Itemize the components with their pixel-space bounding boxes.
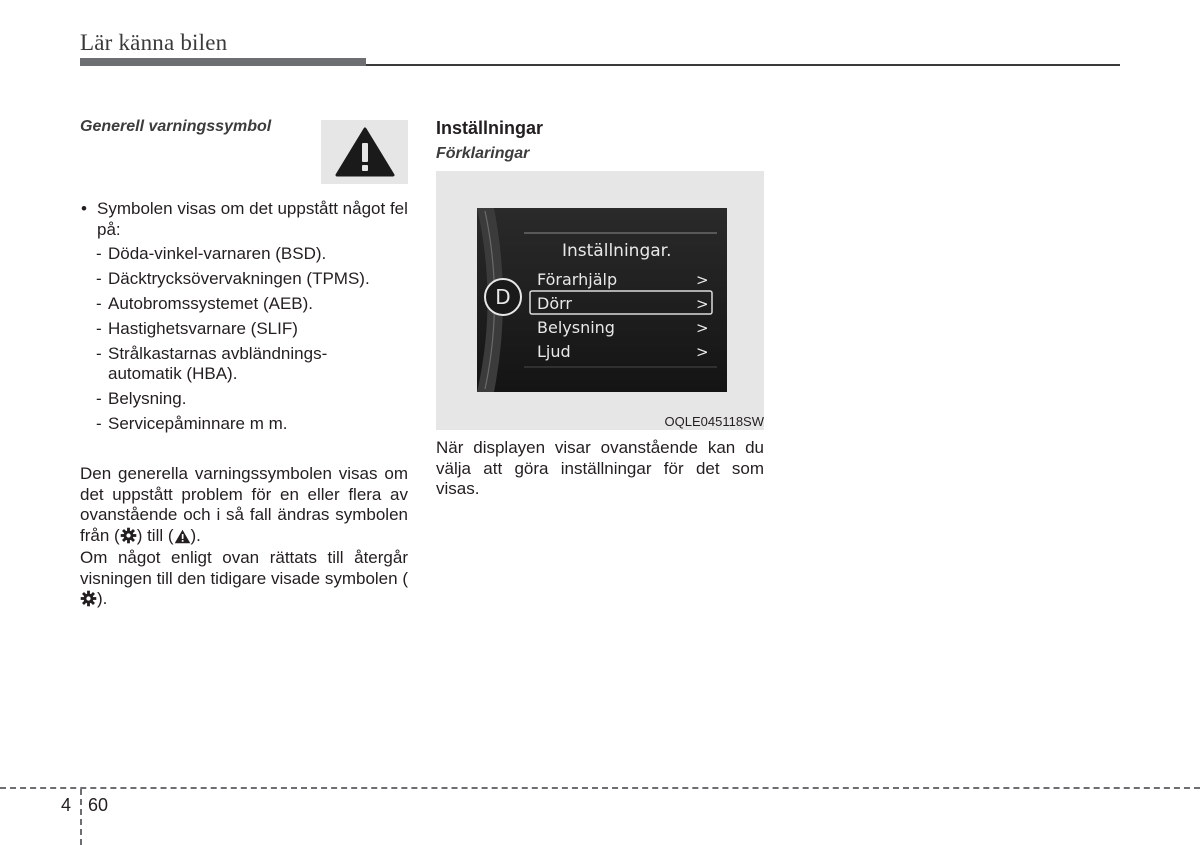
gear-icon [120, 527, 137, 544]
footer-divider [80, 789, 82, 845]
cluster-display-illustration [436, 171, 764, 430]
gear-icon [80, 590, 97, 607]
list-item [80, 198, 410, 240]
list-item-text: automatik (HBA). [108, 364, 238, 383]
paragraph-2 [80, 548, 408, 610]
chapter-number: 4 [61, 795, 72, 815]
chevron-right-icon: > [696, 343, 709, 361]
header-rule [366, 64, 1120, 66]
list-item-text: Servicepåminnare m m. [108, 414, 288, 433]
menu-item-belysning[interactable]: Belysning [537, 318, 615, 337]
sub-list [80, 244, 410, 434]
display-title: Inställningar. [562, 241, 672, 261]
list-item-text: Autobromssystemet (AEB). [108, 294, 314, 313]
list-item-text: Belysning. [108, 389, 187, 408]
display-figure [436, 171, 764, 430]
header-bar [80, 58, 366, 66]
bullet-list [80, 198, 410, 439]
right-column [436, 118, 764, 163]
page-header-title: Lär känna bilen [80, 30, 228, 55]
list-item-text: Strålkastarnas avbländnings- [108, 344, 328, 363]
settings-paragraph: När displayen visar ovanstående kan du välja att göra inställningar för det som visas. [436, 438, 764, 498]
menu-item-forarhjalp[interactable]: Förarhjälp [537, 270, 618, 289]
list-item: - Hastighetsvarnare (SLIF) [96, 319, 298, 338]
warning-triangle-icon [334, 126, 396, 178]
warning-triangle-icon [174, 529, 191, 544]
list-item: - Däcktrycksövervakningen (TPMS). [96, 269, 370, 288]
chevron-right-icon: > [696, 271, 709, 289]
footer-rule [0, 787, 1200, 789]
menu-item-dorr[interactable]: Dörr [537, 294, 572, 313]
paragraph-text: ). [97, 589, 108, 608]
list-item: - Strålkastarnas avbländnings- [96, 344, 328, 363]
list-item-text: Däcktrycksövervakningen (TPMS). [108, 269, 370, 288]
warning-symbol-box [321, 120, 408, 184]
section-heading-warning: Generell varningssymbol [80, 118, 272, 135]
bullet-text: Symbolen visas om det uppstått något fel på: [97, 199, 408, 239]
page-number: 60 [88, 795, 109, 815]
section-subheading: Förklaringar [436, 145, 530, 162]
paragraph-text: Om något enligt ovan rättats till återgår visningen till den tidigare visade symbolen ( [80, 548, 408, 588]
menu-item-ljud[interactable]: Ljud [537, 342, 571, 361]
list-item: - Belysning. [96, 389, 187, 408]
list-item: - Döda-vinkel-varnaren (BSD). [96, 244, 327, 263]
paragraph-text: Den generella varningssymbolen visas om det uppstått problem för en eller flera av ovanstående och i så fall ändras symbolen från ( [80, 464, 408, 545]
paragraph-text: ). [190, 525, 201, 545]
gear-letter: D [495, 285, 511, 309]
figure-code: OQLE045118SW [664, 414, 764, 429]
section-heading-settings: Inställningar [436, 118, 544, 138]
chevron-right-icon: > [696, 319, 709, 337]
paragraph-1 [80, 464, 408, 546]
list-item-text: Döda-vinkel-varnaren (BSD). [108, 244, 327, 263]
list-item: - Servicepåminnare m m. [96, 414, 288, 433]
left-paragraphs [80, 464, 408, 612]
list-item-text: Hastighetsvarnare (SLIF) [108, 319, 298, 338]
bullet-glyph: • [81, 199, 87, 218]
paragraph-text: ) till ( [136, 525, 174, 545]
list-item: - Autobromssystemet (AEB). [96, 294, 314, 313]
chevron-right-icon: > [696, 295, 709, 313]
list-item-continuation [80, 364, 410, 384]
